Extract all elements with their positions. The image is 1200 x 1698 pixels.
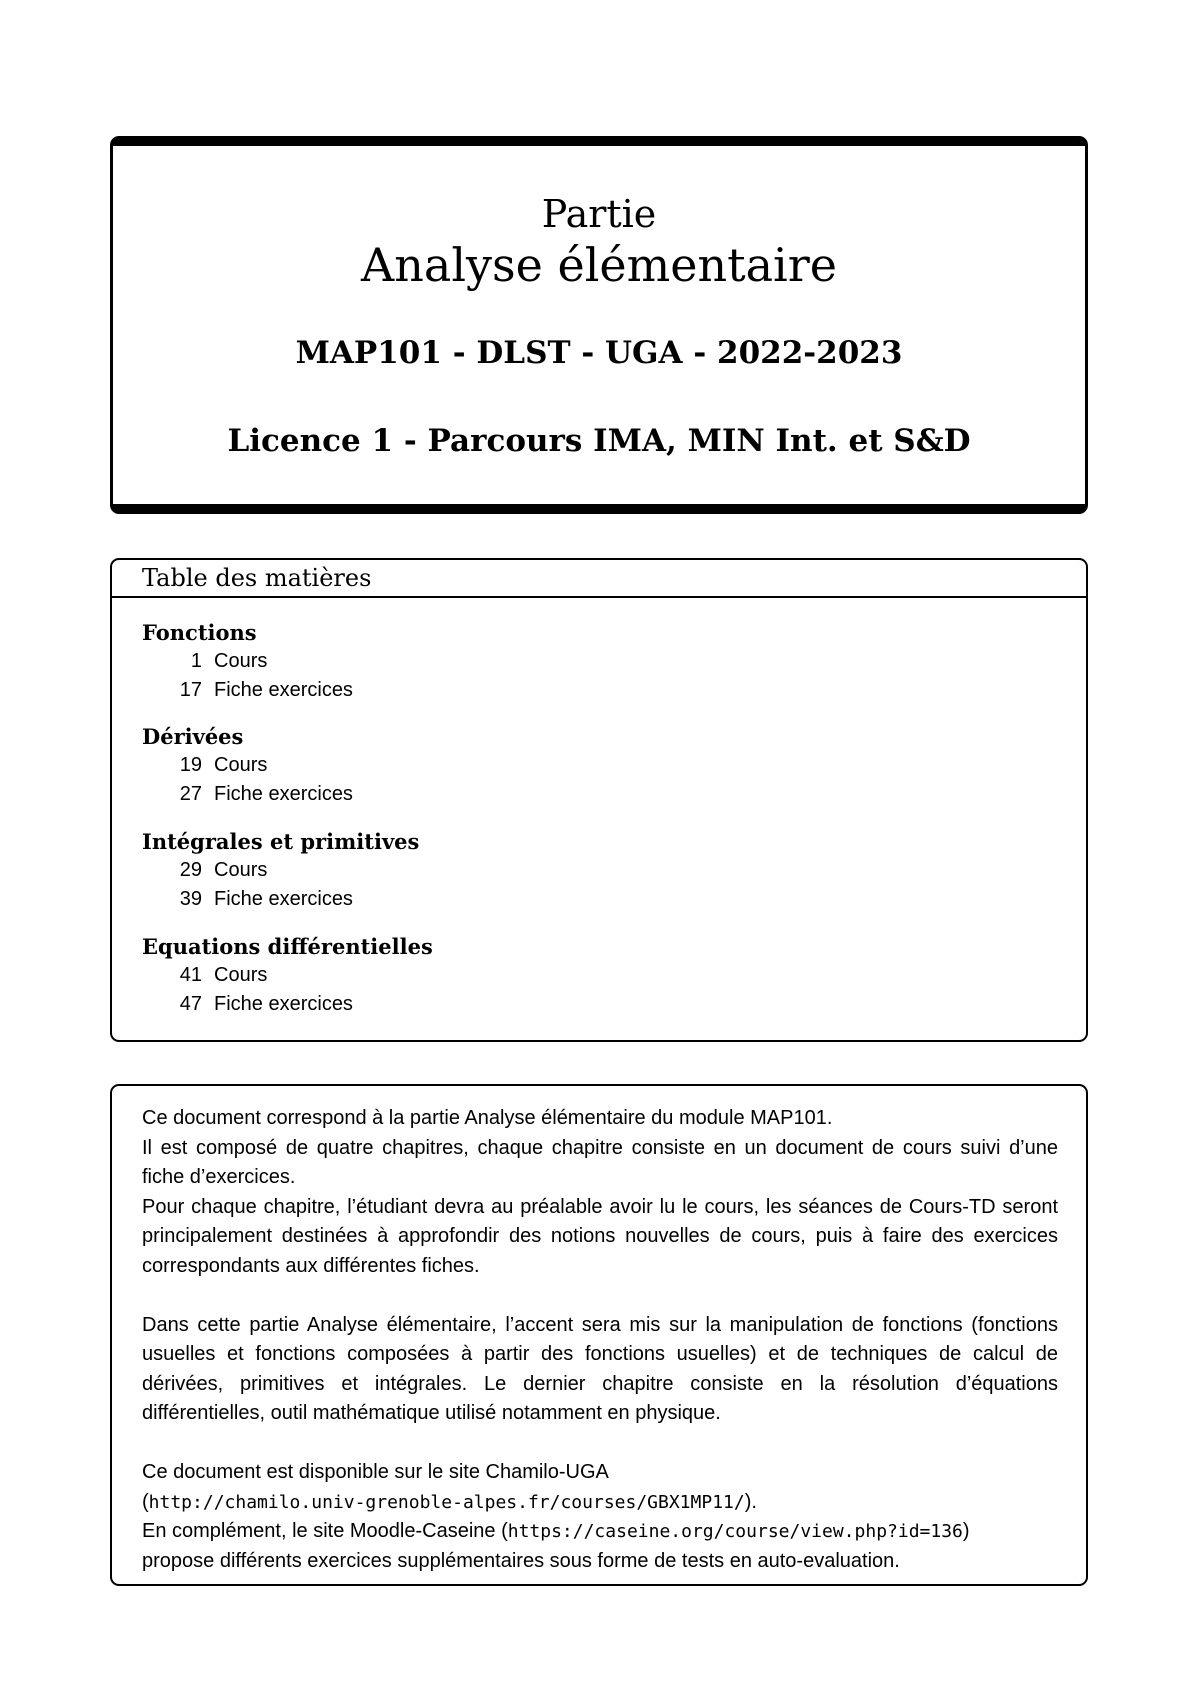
- toc-page-number: 17: [179, 679, 202, 701]
- toc-entry[interactable]: [142, 888, 353, 911]
- toc-section-title: Intégrales et primitives: [142, 829, 420, 854]
- toc-entry-label: Fiche exercices: [214, 679, 353, 701]
- toc-page-number: 27: [179, 783, 202, 805]
- toc-section-title: Dérivées: [142, 724, 244, 749]
- info-line: Pour chaque chapitre, l’étudiant devra au préalable avoir lu le cours, les séances de Cours-TD seront principalement destinées à approfondir des notions nouvelles de cours, puis à faire des exercices correspondants aux différentes fiches.: [142, 1195, 1058, 1277]
- toc-entry-label: Cours: [214, 859, 268, 881]
- info-paragraph-content: Dans cette partie Analyse élémentaire, l’accent sera mis sur la manipulation de fonctions (fonctions usuelles et fonctions composées à partir des fonctions usuelles) et de techniques de calcul de dérivées, primitives et intégrales. Le dernier chapitre consiste en la résolution d’équations différentielles, outil mathématique utilisé notamment en physique.: [142, 1313, 1058, 1424]
- part-title: Analyse élémentaire: [361, 238, 837, 292]
- toc-page-number: 39: [179, 888, 202, 910]
- toc-entry[interactable]: [142, 650, 267, 673]
- info-paragraph-links: Ce document est disponible sur le site Chamilo-UGA (http://chamilo.univ-grenoble-alpes.fr/courses/GBX1MP11/). En complément, le site Moodle-Caseine (https://caseine.org/course/view.php?id=136) propose différents exercices supplémentaires sous forme de tests en auto-evaluation.: [142, 1461, 970, 1572]
- toc-entry-label: Fiche exercices: [214, 993, 353, 1015]
- toc-entry[interactable]: [142, 859, 267, 882]
- toc-page-number: 1: [190, 650, 202, 672]
- toc-entry-label: Cours: [214, 964, 268, 986]
- course-line: MAP101 - DLST - UGA - 2022-2023: [295, 335, 903, 371]
- toc-header: [112, 560, 1086, 598]
- toc-entry-label: Fiche exercices: [214, 783, 353, 805]
- info-box: [110, 1084, 1088, 1586]
- info-line: En complément, le site Moodle-Caseine: [142, 1520, 496, 1542]
- toc-section-title: Equations différentielles: [142, 934, 433, 959]
- toc-entry[interactable]: [142, 964, 267, 987]
- program-line: Licence 1 - Parcours IMA, MIN Int. et S&D: [227, 423, 971, 459]
- info-paragraph-intro: [142, 1104, 1058, 1281]
- title-box: [110, 136, 1088, 514]
- toc-page-number: 41: [179, 964, 202, 986]
- toc-entry[interactable]: [142, 679, 353, 702]
- info-line: propose différents exercices supplémentaires sous forme de tests en auto-evaluation.: [142, 1549, 900, 1572]
- toc-section-title: Fonctions: [142, 620, 257, 645]
- toc-entry-label: Cours: [214, 754, 268, 776]
- info-line: Il est composé de quatre chapitres, chaque chapitre consiste en un document de cours suivi d’une fiche d’exercices.: [142, 1136, 1058, 1188]
- toc-entry-label: Fiche exercices: [214, 888, 353, 910]
- toc-entry[interactable]: [142, 754, 267, 777]
- caseine-link[interactable]: https://caseine.org/course/view.php?id=136: [507, 1521, 963, 1542]
- chamilo-link[interactable]: http://chamilo.univ-grenoble-alpes.fr/courses/GBX1MP11/: [148, 1491, 745, 1513]
- toc-page-number: 19: [179, 754, 202, 776]
- toc-title: Table des matières: [142, 564, 372, 592]
- table-of-contents: [110, 558, 1088, 1042]
- toc-page-number: 29: [179, 859, 202, 881]
- toc-entry-label: Cours: [214, 650, 268, 672]
- toc-entry[interactable]: [142, 993, 353, 1016]
- info-line: Ce document est disponible sur le site Chamilo-UGA: [142, 1461, 609, 1483]
- info-text: [142, 1104, 1058, 1576]
- part-label: Partie: [541, 192, 657, 236]
- toc-page-number: 47: [179, 993, 202, 1015]
- toc-entry[interactable]: [142, 783, 353, 806]
- info-line: Ce document correspond à la partie Analyse élémentaire du module MAP101.: [142, 1107, 833, 1129]
